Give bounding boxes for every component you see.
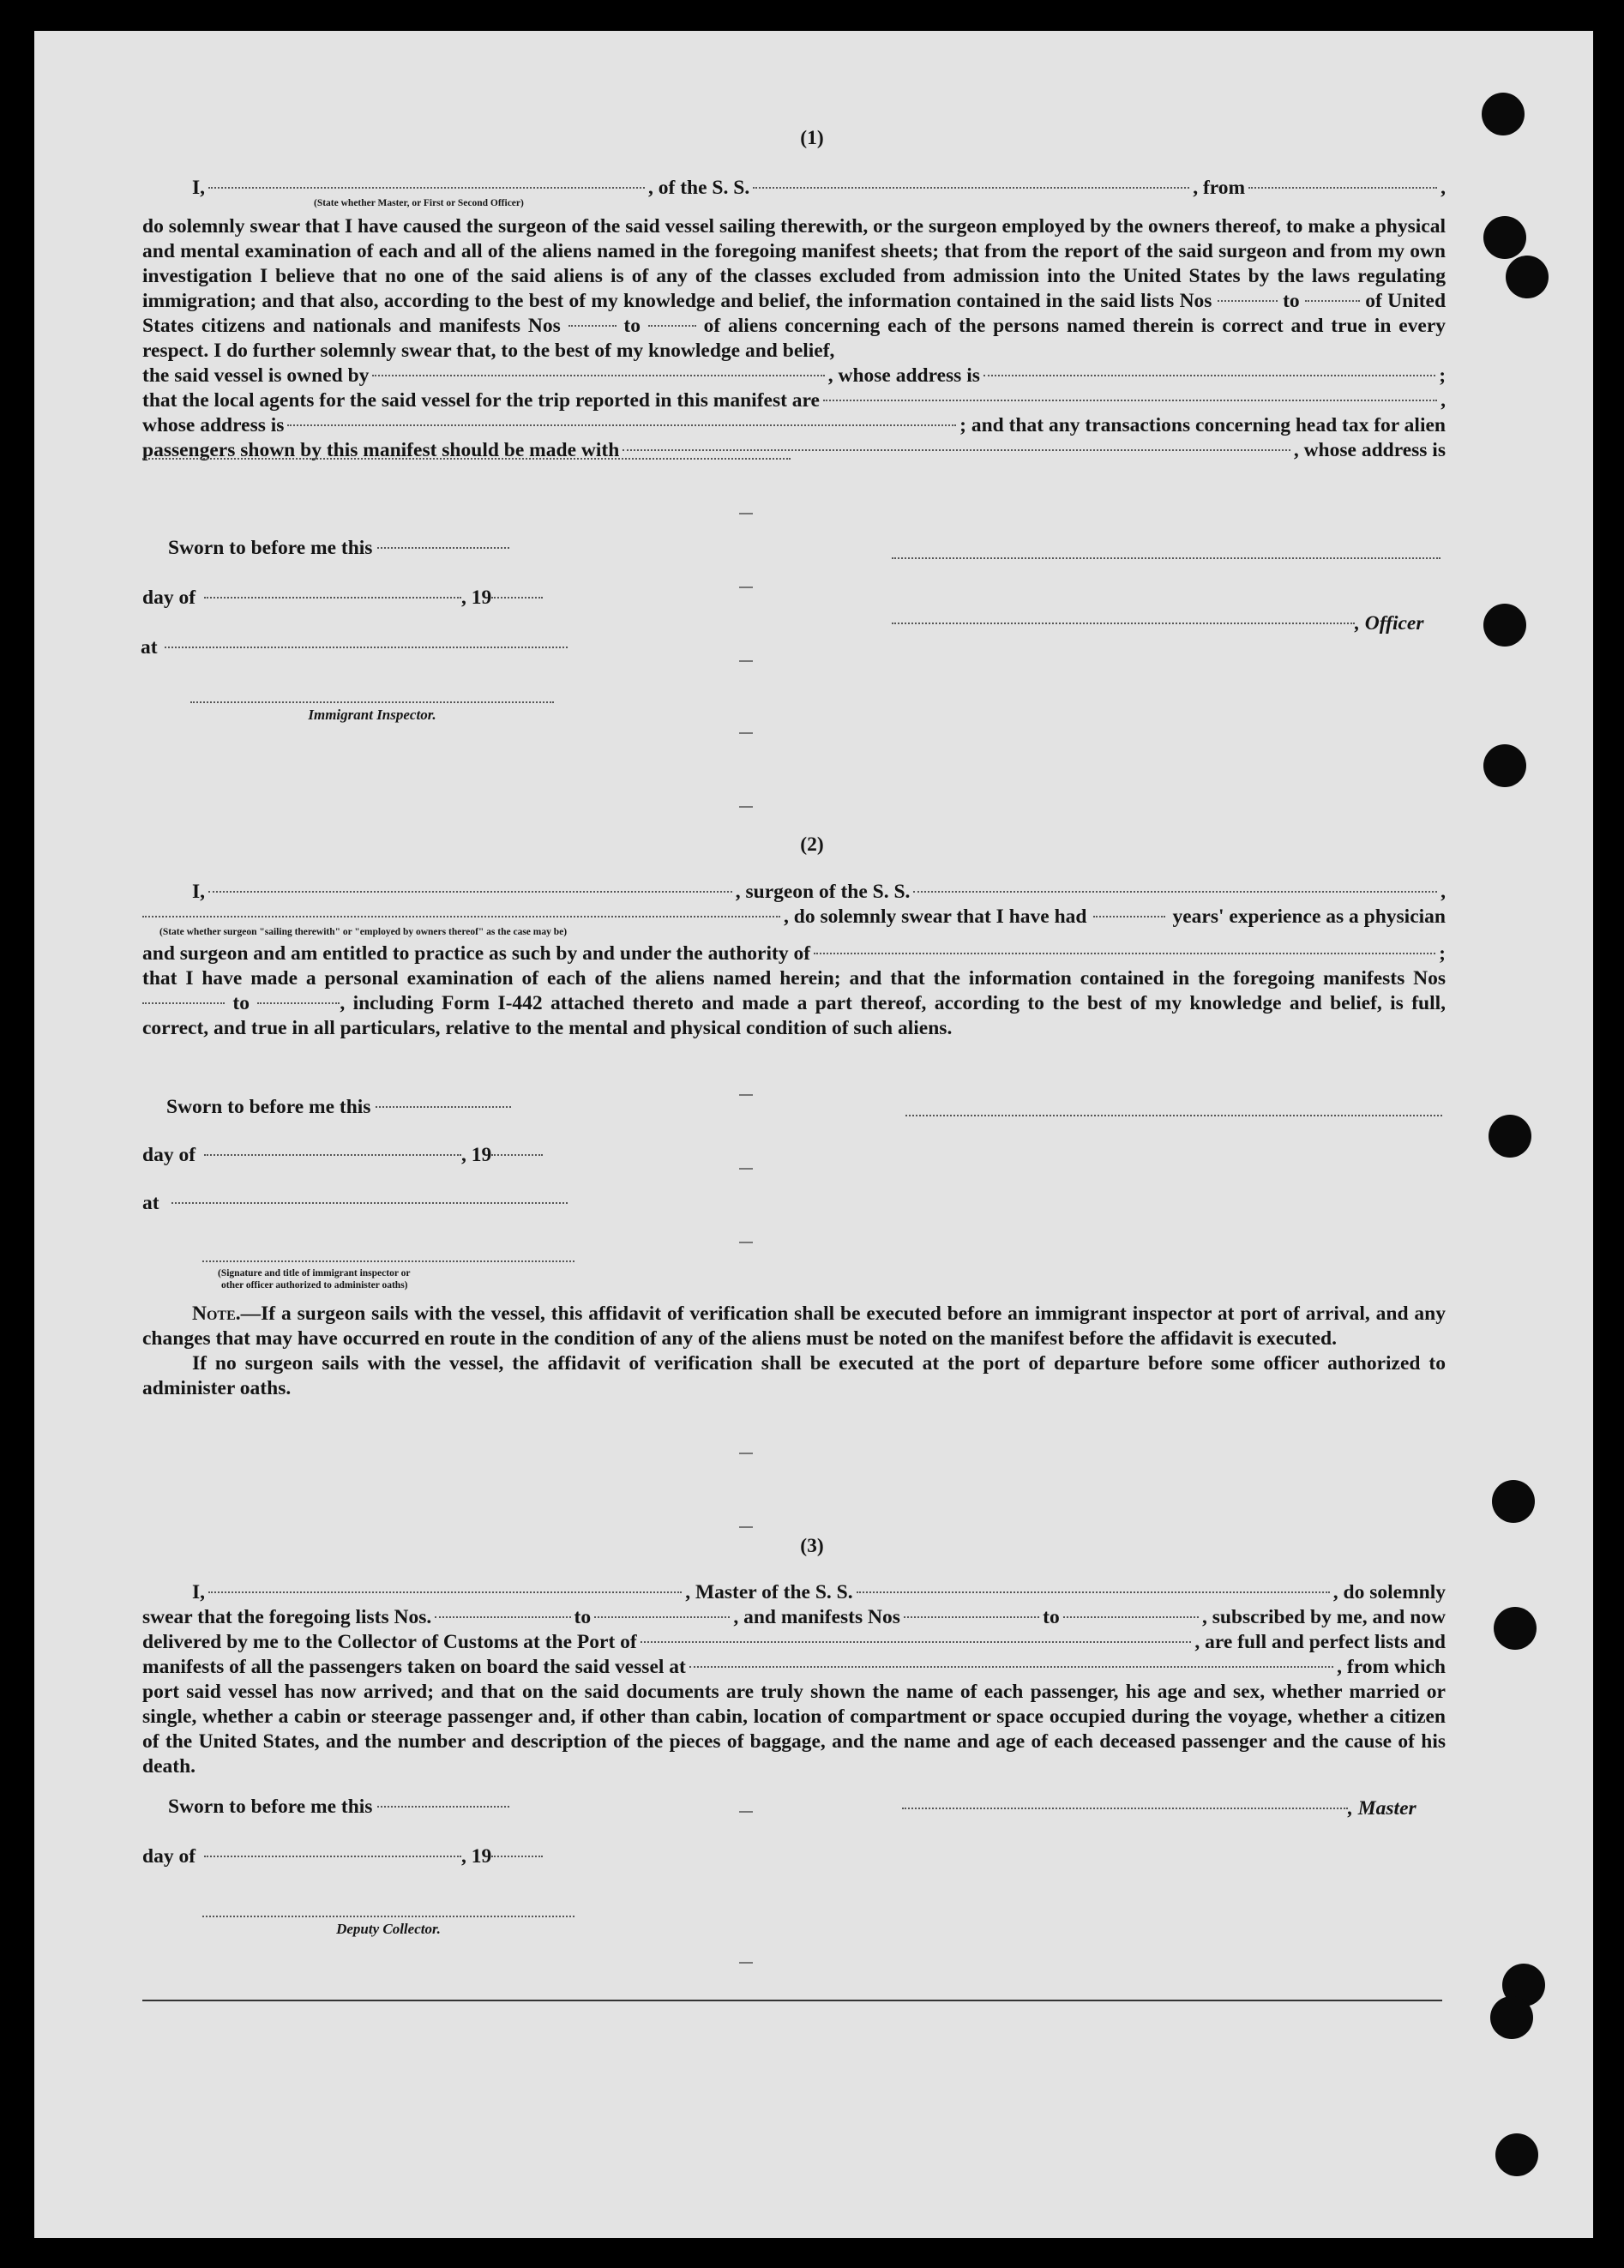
oath-text: of United States citizens and nationals and manifests Nos: [142, 290, 1447, 337]
inspector-signature-line[interactable]: [190, 701, 554, 703]
punch-hole: [1492, 1480, 1535, 1523]
lists-to-field[interactable]: [594, 1616, 730, 1618]
section-2-number: (2): [800, 833, 824, 856]
alien-manifests-to-field[interactable]: [648, 325, 696, 327]
master-vessel-field[interactable]: [857, 1591, 1330, 1593]
fold-mark: [739, 1168, 753, 1170]
section-3-line-4: [142, 1655, 1446, 1680]
note-label: Note.: [192, 1302, 241, 1325]
surgeon-signature-line[interactable]: [905, 1115, 1442, 1116]
punch-hole: [1490, 1996, 1533, 2039]
manifests-to-field[interactable]: [1063, 1616, 1199, 1618]
label: passengers shown by this manifest should be made with: [142, 439, 620, 461]
collector-signature-line[interactable]: [202, 1916, 574, 1917]
oath-text: of aliens concerning each of the persons named therein is correct and true in every respect. I do further solemnly swear that, to the best of my knowledge and belief,: [142, 315, 1447, 362]
master-signature-field[interactable]: [902, 1808, 1348, 1809]
label: , 19: [461, 587, 492, 609]
section-1-body: [142, 176, 1446, 488]
officer-signature-line[interactable]: [892, 557, 1441, 559]
oath-text: to: [1283, 290, 1300, 312]
punch-hole: [1494, 1607, 1537, 1650]
fold-mark: [739, 1962, 753, 1964]
label: , 19: [461, 1144, 492, 1166]
label: Sworn to before me this: [168, 1796, 373, 1818]
section-1-oath-text: [142, 214, 1446, 364]
label: ,: [1441, 177, 1446, 199]
oath-text: , including Form I-442 attached thereto and made a part thereof, according to the best of my knowledge and belief, is full, correct, and true in all particulars, relative to the mental and physical condition of such aliens.: [142, 992, 1447, 1039]
citizen-lists-to-field[interactable]: [1305, 300, 1360, 302]
master-rank-note: (State whether Master, or First or Second Officer): [314, 198, 524, 208]
label: , Master of the S. S.: [685, 1581, 853, 1603]
label: delivered by me to the Collector of Customs at the Port of: [142, 1631, 637, 1653]
label: , of the S. S.: [648, 177, 750, 199]
label: , do solemnly swear that I have had: [784, 905, 1087, 928]
sworn-day-field[interactable]: [377, 1806, 509, 1808]
punch-hole: [1483, 216, 1526, 259]
fold-mark: [739, 1453, 753, 1454]
officer-label: , Officer: [1355, 612, 1424, 635]
punch-hole: [1506, 256, 1549, 298]
surgeon-status-note: (State whether surgeon "sailing therewith" or "employed by owners thereof" as the case may be): [159, 927, 568, 937]
label: , whose address is: [827, 364, 980, 387]
section-3-line-2: [142, 1605, 1446, 1630]
label: Sworn to before me this: [166, 1096, 371, 1118]
note-paragraph-1: [142, 1302, 1446, 1351]
sworn-line-1: [168, 537, 509, 562]
label: , from: [1193, 177, 1246, 199]
agents-line: [142, 388, 1446, 413]
master-label: , Master: [1348, 1797, 1416, 1820]
label: ; and that any transactions concerning head tax for alien: [959, 414, 1446, 436]
at-place-field[interactable]: [165, 647, 568, 648]
section-3-line-3: [142, 1630, 1446, 1655]
label: and surgeon and am entitled to practice as such by and under the authority of: [142, 942, 811, 965]
label: ;: [1439, 942, 1446, 965]
signature-caption-2: other officer authorized to administer oaths): [221, 1280, 408, 1290]
label: years' experience as a physician: [1172, 905, 1446, 928]
label: manifests of all the passengers taken on board the said vessel at: [142, 1656, 686, 1678]
fold-mark: [739, 806, 753, 808]
authority-line: [142, 941, 1446, 966]
year-field[interactable]: [491, 1856, 543, 1857]
embarkation-port-field[interactable]: [689, 1666, 1333, 1668]
section-3-number: (3): [800, 1535, 824, 1557]
label: day of: [142, 1144, 196, 1166]
lists-from-field[interactable]: [435, 1616, 570, 1618]
signature-caption-1: (Signature and title of immigrant inspector or: [218, 1268, 411, 1278]
punch-hole: [1495, 2133, 1538, 2176]
oath-text: to: [232, 992, 250, 1014]
fold-mark: [739, 1811, 753, 1813]
day-of-line-2: [142, 1144, 543, 1170]
master-signature-line: [902, 1797, 1416, 1823]
authority-field[interactable]: [814, 953, 1435, 954]
label: at: [142, 1192, 159, 1214]
label: , and manifests Nos: [733, 1606, 900, 1628]
fold-mark: [739, 1094, 753, 1096]
surgeon-vessel-field[interactable]: [913, 891, 1437, 893]
inspector-caption: Immigrant Inspector.: [308, 707, 436, 723]
agents-address-field[interactable]: [287, 424, 956, 426]
sworn-line-3: [168, 1796, 509, 1821]
arrival-port-field[interactable]: [641, 1641, 1192, 1643]
sworn-day-field[interactable]: [377, 547, 509, 549]
oath-text: that I have made a personal examination of each of the aliens named herein; and that the information contained in the foregoing manifests Nos: [142, 967, 1446, 990]
manifests-to-field[interactable]: [257, 1002, 340, 1004]
label: I,: [192, 881, 206, 903]
year-field[interactable]: [491, 1154, 543, 1156]
label: the said vessel is owned by: [142, 364, 370, 387]
fold-mark: [739, 732, 753, 734]
section-1-number: (1): [800, 127, 824, 149]
section-2-line-1: [142, 880, 1446, 905]
label: that the local agents for the said vessel for the trip reported in this manifest are: [142, 389, 820, 412]
label: to: [574, 1606, 592, 1628]
owner-address-field[interactable]: [983, 375, 1435, 376]
officer-line: [892, 612, 1423, 638]
alien-manifests-from-field[interactable]: [568, 325, 617, 327]
oath-text: do solemnly swear that I have caused the surgeon of the said vessel sailing therewith, or the surgeon employed by the owners thereof, to make a physical and mental examination of each and all of the aliens named in the foregoing manifest sheets; that from the report of the said surgeon and from my own investigation I believe that no one of the said aliens is of any of the classes excluded from admission into the United States by the laws regulating immigration; and that also, according to the best of my knowledge and belief, the information contained in the said lists Nos: [142, 215, 1446, 312]
vessel-name-field[interactable]: [753, 187, 1189, 189]
label: to: [1043, 1606, 1060, 1628]
label: , from which: [1337, 1656, 1446, 1678]
fold-mark: [739, 660, 753, 662]
label: , subscribed by me, and now: [1201, 1606, 1447, 1628]
head-tax-address-line: [142, 463, 1446, 488]
collector-caption: Deputy Collector.: [336, 1921, 441, 1937]
years-experience-field[interactable]: [1093, 916, 1165, 917]
label: I,: [192, 1581, 206, 1603]
label: ,: [1441, 881, 1446, 903]
section-3-oath-text: port said vessel has now arrived; and that on the said documents are truly shown the name of each passenger, his age and sex, whether married or single, whether a cabin or steerage passenger and, if other than cabin, location of compartment or space occupied during the voyage, whether a citizen of the United States, and the number and description of the pieces of baggage, and the name and age of each deceased passenger and the cause of his death.: [142, 1681, 1446, 1778]
surgeon-status-field[interactable]: [142, 916, 780, 917]
section-2-oath-text: [142, 966, 1446, 1041]
note-paragraph-2: If no surgeon sails with the vessel, the affidavit of verification shall be executed at the port of departure before some officer authorized to administer oaths.: [142, 1352, 1446, 1399]
at-line-2: [142, 1192, 568, 1218]
month-field[interactable]: [204, 1154, 461, 1156]
label: whose address is: [142, 414, 285, 436]
label: , do solemnly: [1332, 1581, 1446, 1603]
label: ;: [1439, 364, 1447, 387]
year-field[interactable]: [491, 597, 543, 599]
manifests-from-field[interactable]: [142, 1002, 225, 1004]
fold-mark: [739, 1526, 753, 1528]
punch-hole: [1483, 744, 1526, 787]
fold-mark: [739, 1242, 753, 1243]
month-field[interactable]: [204, 1856, 461, 1857]
administering-officer-signature-line[interactable]: [202, 1260, 574, 1262]
label: , surgeon of the S. S.: [735, 881, 911, 903]
agents-address-line: [142, 413, 1446, 438]
section-3-body: [142, 1580, 1446, 1779]
master-rank-field[interactable]: [208, 187, 645, 189]
label: day of: [142, 587, 196, 609]
master-name-field[interactable]: [208, 1591, 682, 1593]
sworn-day-field[interactable]: [376, 1106, 511, 1108]
fold-mark: [739, 513, 753, 514]
label: , are full and perfect lists and: [1194, 1631, 1446, 1653]
citizen-lists-from-field[interactable]: [1218, 300, 1278, 302]
day-of-line-3: [142, 1845, 543, 1871]
punch-hole: [1483, 604, 1526, 647]
day-of-line-1: [142, 587, 543, 612]
section-2-note: [142, 1302, 1446, 1401]
label: I,: [192, 177, 206, 199]
label: , 19: [461, 1845, 492, 1868]
label: Sworn to before me this: [168, 537, 373, 559]
label: swear that the foregoing lists Nos.: [142, 1606, 432, 1628]
owner-line: [142, 364, 1446, 388]
owner-name-field[interactable]: [372, 375, 824, 376]
month-field[interactable]: [204, 597, 461, 599]
head-tax-address-field[interactable]: [142, 458, 791, 460]
surgeon-name-field[interactable]: [208, 891, 732, 893]
fold-mark: [739, 587, 753, 588]
head-tax-contact-field[interactable]: [623, 449, 1290, 451]
oath-text: to: [623, 315, 641, 337]
punch-hole: [1489, 1115, 1531, 1158]
note-text: —If a surgeon sails with the vessel, this affidavit of verification shall be executed before an immigrant inspector at port of arrival, and any changes that may have occurred en route in the condition of any of the aliens must be noted on the manifest before the affidavit is executed.: [142, 1302, 1446, 1350]
at-place-field[interactable]: [171, 1202, 568, 1204]
label: day of: [142, 1845, 196, 1868]
label: , whose address is: [1293, 439, 1446, 461]
at-line-1: [141, 636, 568, 662]
bottom-rule: [142, 2000, 1442, 2001]
local-agents-field[interactable]: [823, 400, 1437, 401]
section-2-body: [142, 880, 1446, 1041]
sworn-line-2: [166, 1096, 511, 1122]
origin-port-field[interactable]: [1248, 187, 1437, 189]
section-3-line-1: [142, 1580, 1446, 1605]
manifests-from-field[interactable]: [904, 1616, 1039, 1618]
officer-title-field[interactable]: [892, 623, 1355, 624]
label: at: [141, 636, 158, 659]
label: ,: [1441, 389, 1446, 412]
